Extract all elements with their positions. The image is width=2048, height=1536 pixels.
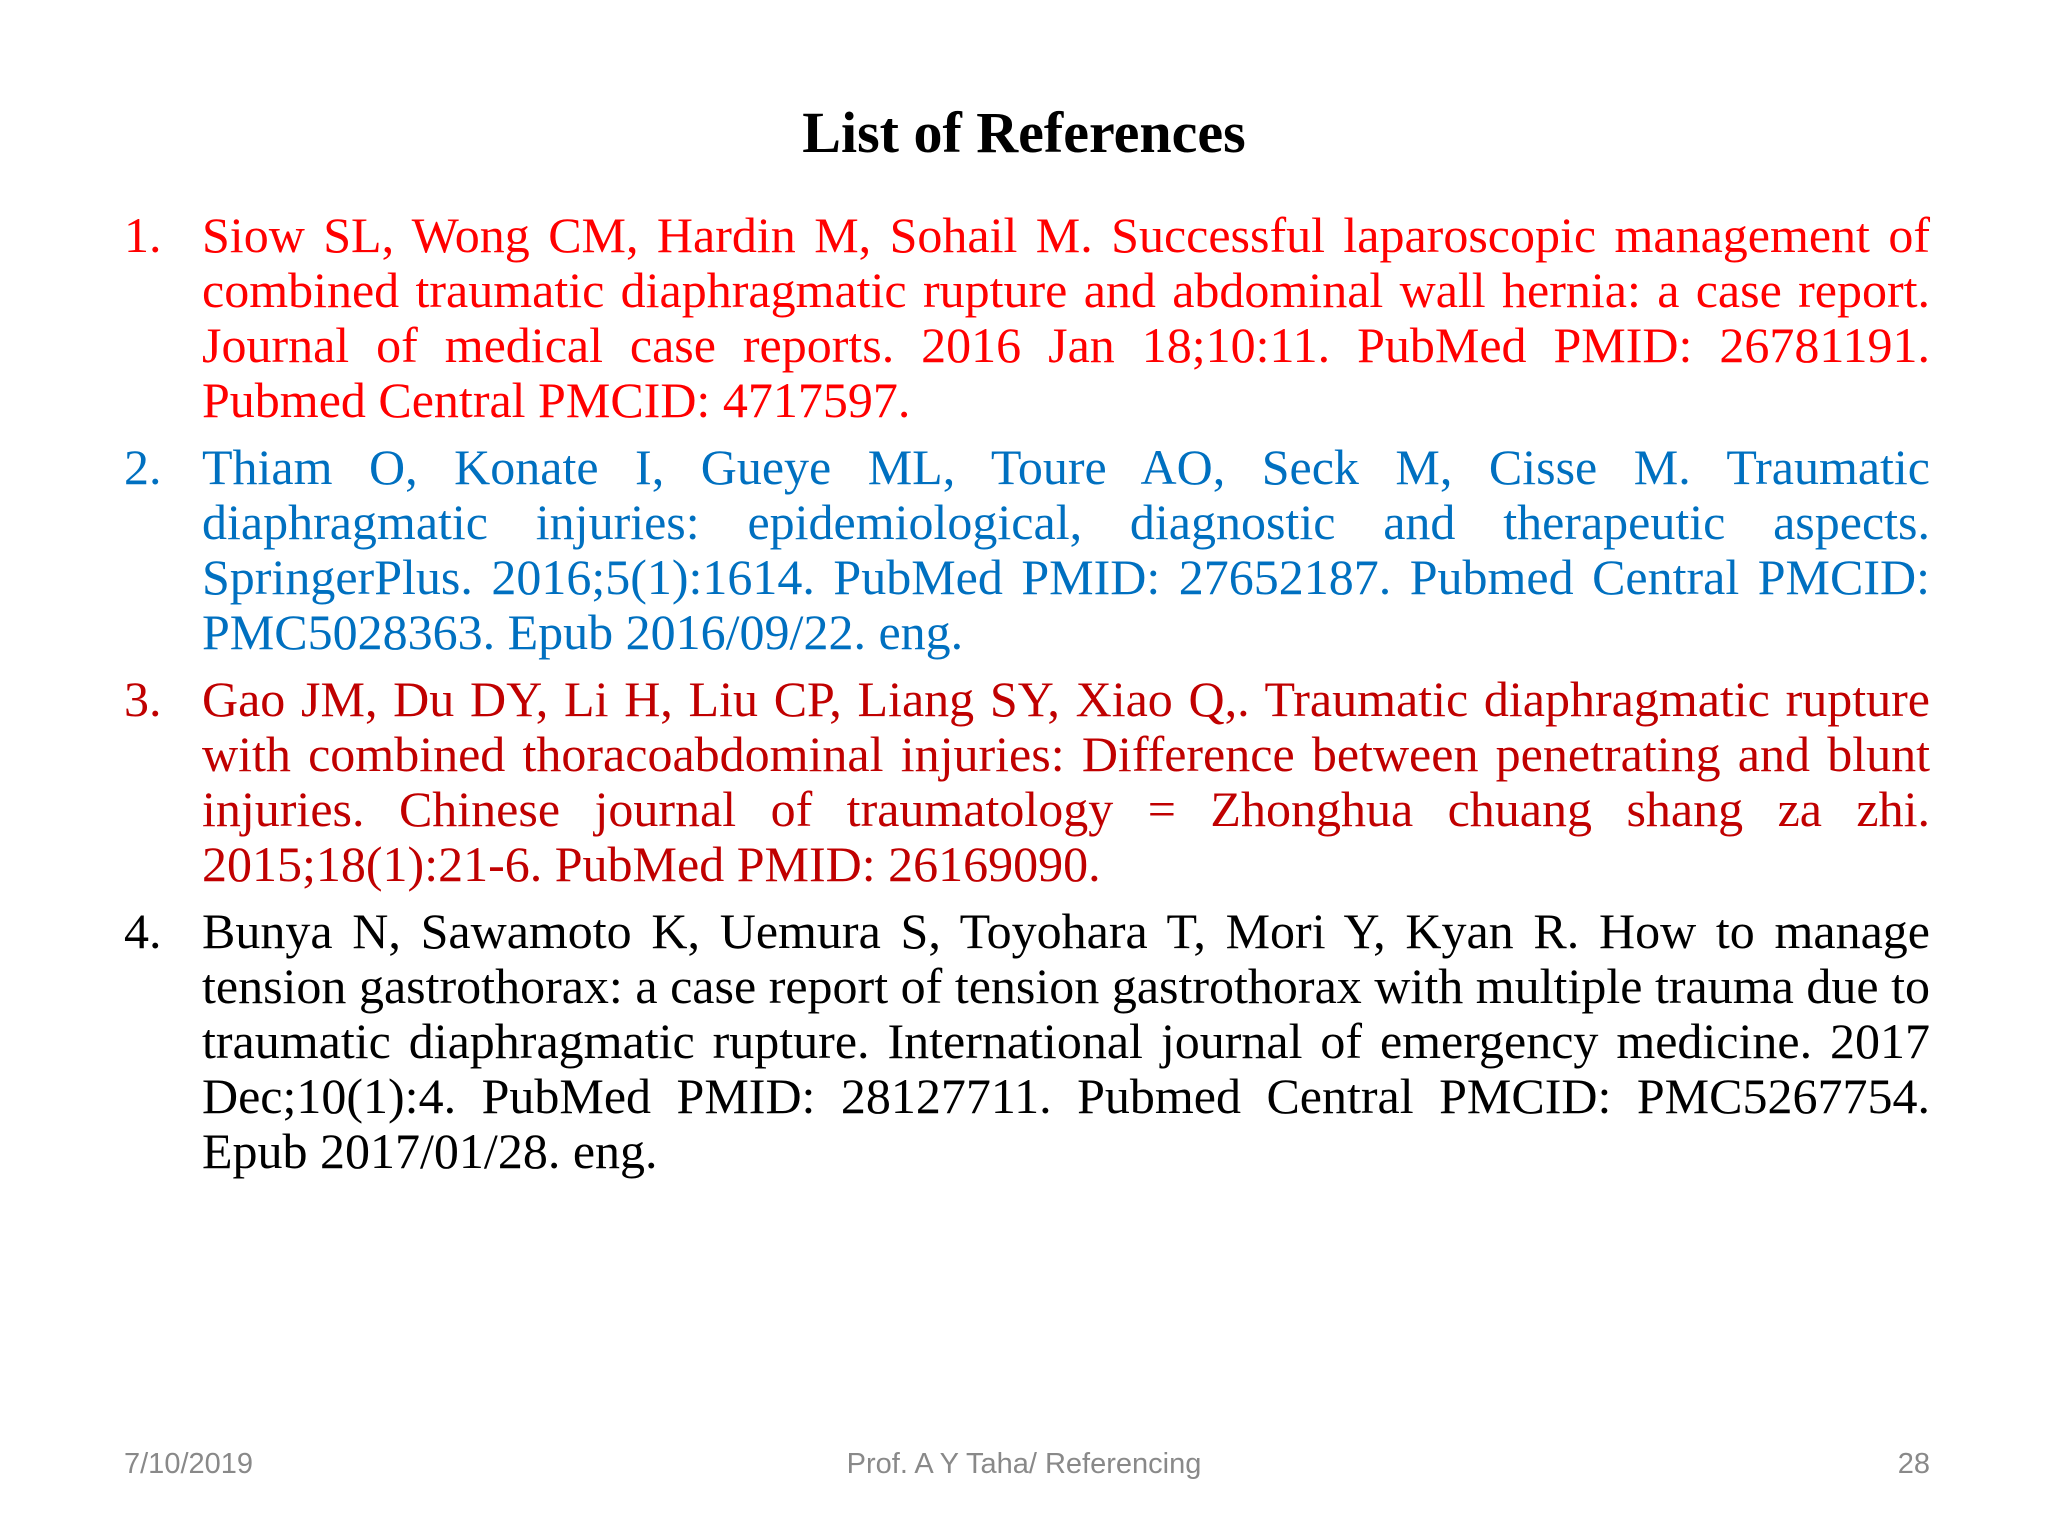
footer-author-topic: Prof. A Y Taha/ Referencing: [846, 1448, 1202, 1480]
reference-number: 1.: [124, 207, 162, 263]
reference-item-4: [124, 904, 1930, 1179]
reference-text: Bunya N, Sawamoto K, Uemura S, Toyohara T, Mori Y, Kyan R. How to manage tension gastrothorax: a case report of tension gastrothorax with multiple trauma due to traumatic diaphragmatic rupture. International journal of emergency medicine. 2017 Dec;10(1):4. PubMed PMID: 28127711. Pubmed Central PMCID: PMC5267754. Epub 2017/01/28. eng.: [202, 903, 1930, 1179]
footer-page-number: 28: [1897, 1448, 1930, 1480]
reference-text: Thiam O, Konate I, Gueye ML, Toure AO, Seck M, Cisse M. Traumatic diaphragmatic injuries: epidemiological, diagnostic and therapeutic aspects. SpringerPlus. 2016;5(1):1614. PubMed PMID: 27652187. Pubmed Central PMCID: PMC5028363. Epub 2016/09/22. eng.: [202, 439, 1930, 660]
reference-number: 3.: [124, 671, 162, 727]
reference-item-3: [124, 672, 1930, 892]
reference-list: [124, 208, 1930, 1191]
reference-item-2: [124, 440, 1930, 660]
slide-title: List of References: [802, 100, 1246, 165]
reference-text: Siow SL, Wong CM, Hardin M, Sohail M. Successful laparoscopic management of combined traumatic diaphragmatic rupture and abdominal wall hernia: a case report. Journal of medical case reports. 2016 Jan 18;10:11. PubMed PMID: 26781191. Pubmed Central PMCID: 4717597.: [202, 207, 1930, 428]
reference-number: 2.: [124, 439, 162, 495]
reference-number: 4.: [124, 903, 162, 959]
reference-item-1: [124, 208, 1930, 428]
reference-text: Gao JM, Du DY, Li H, Liu CP, Liang SY, Xiao Q,. Traumatic diaphragmatic rupture with combined thoracoabdominal injuries: Difference between penetrating and blunt injuries. Chinese journal of traumatology = Zhonghua chuang shang za zhi. 2015;18(1):21-6. PubMed PMID: 26169090.: [202, 671, 1930, 892]
footer-date: 7/10/2019: [124, 1448, 254, 1480]
